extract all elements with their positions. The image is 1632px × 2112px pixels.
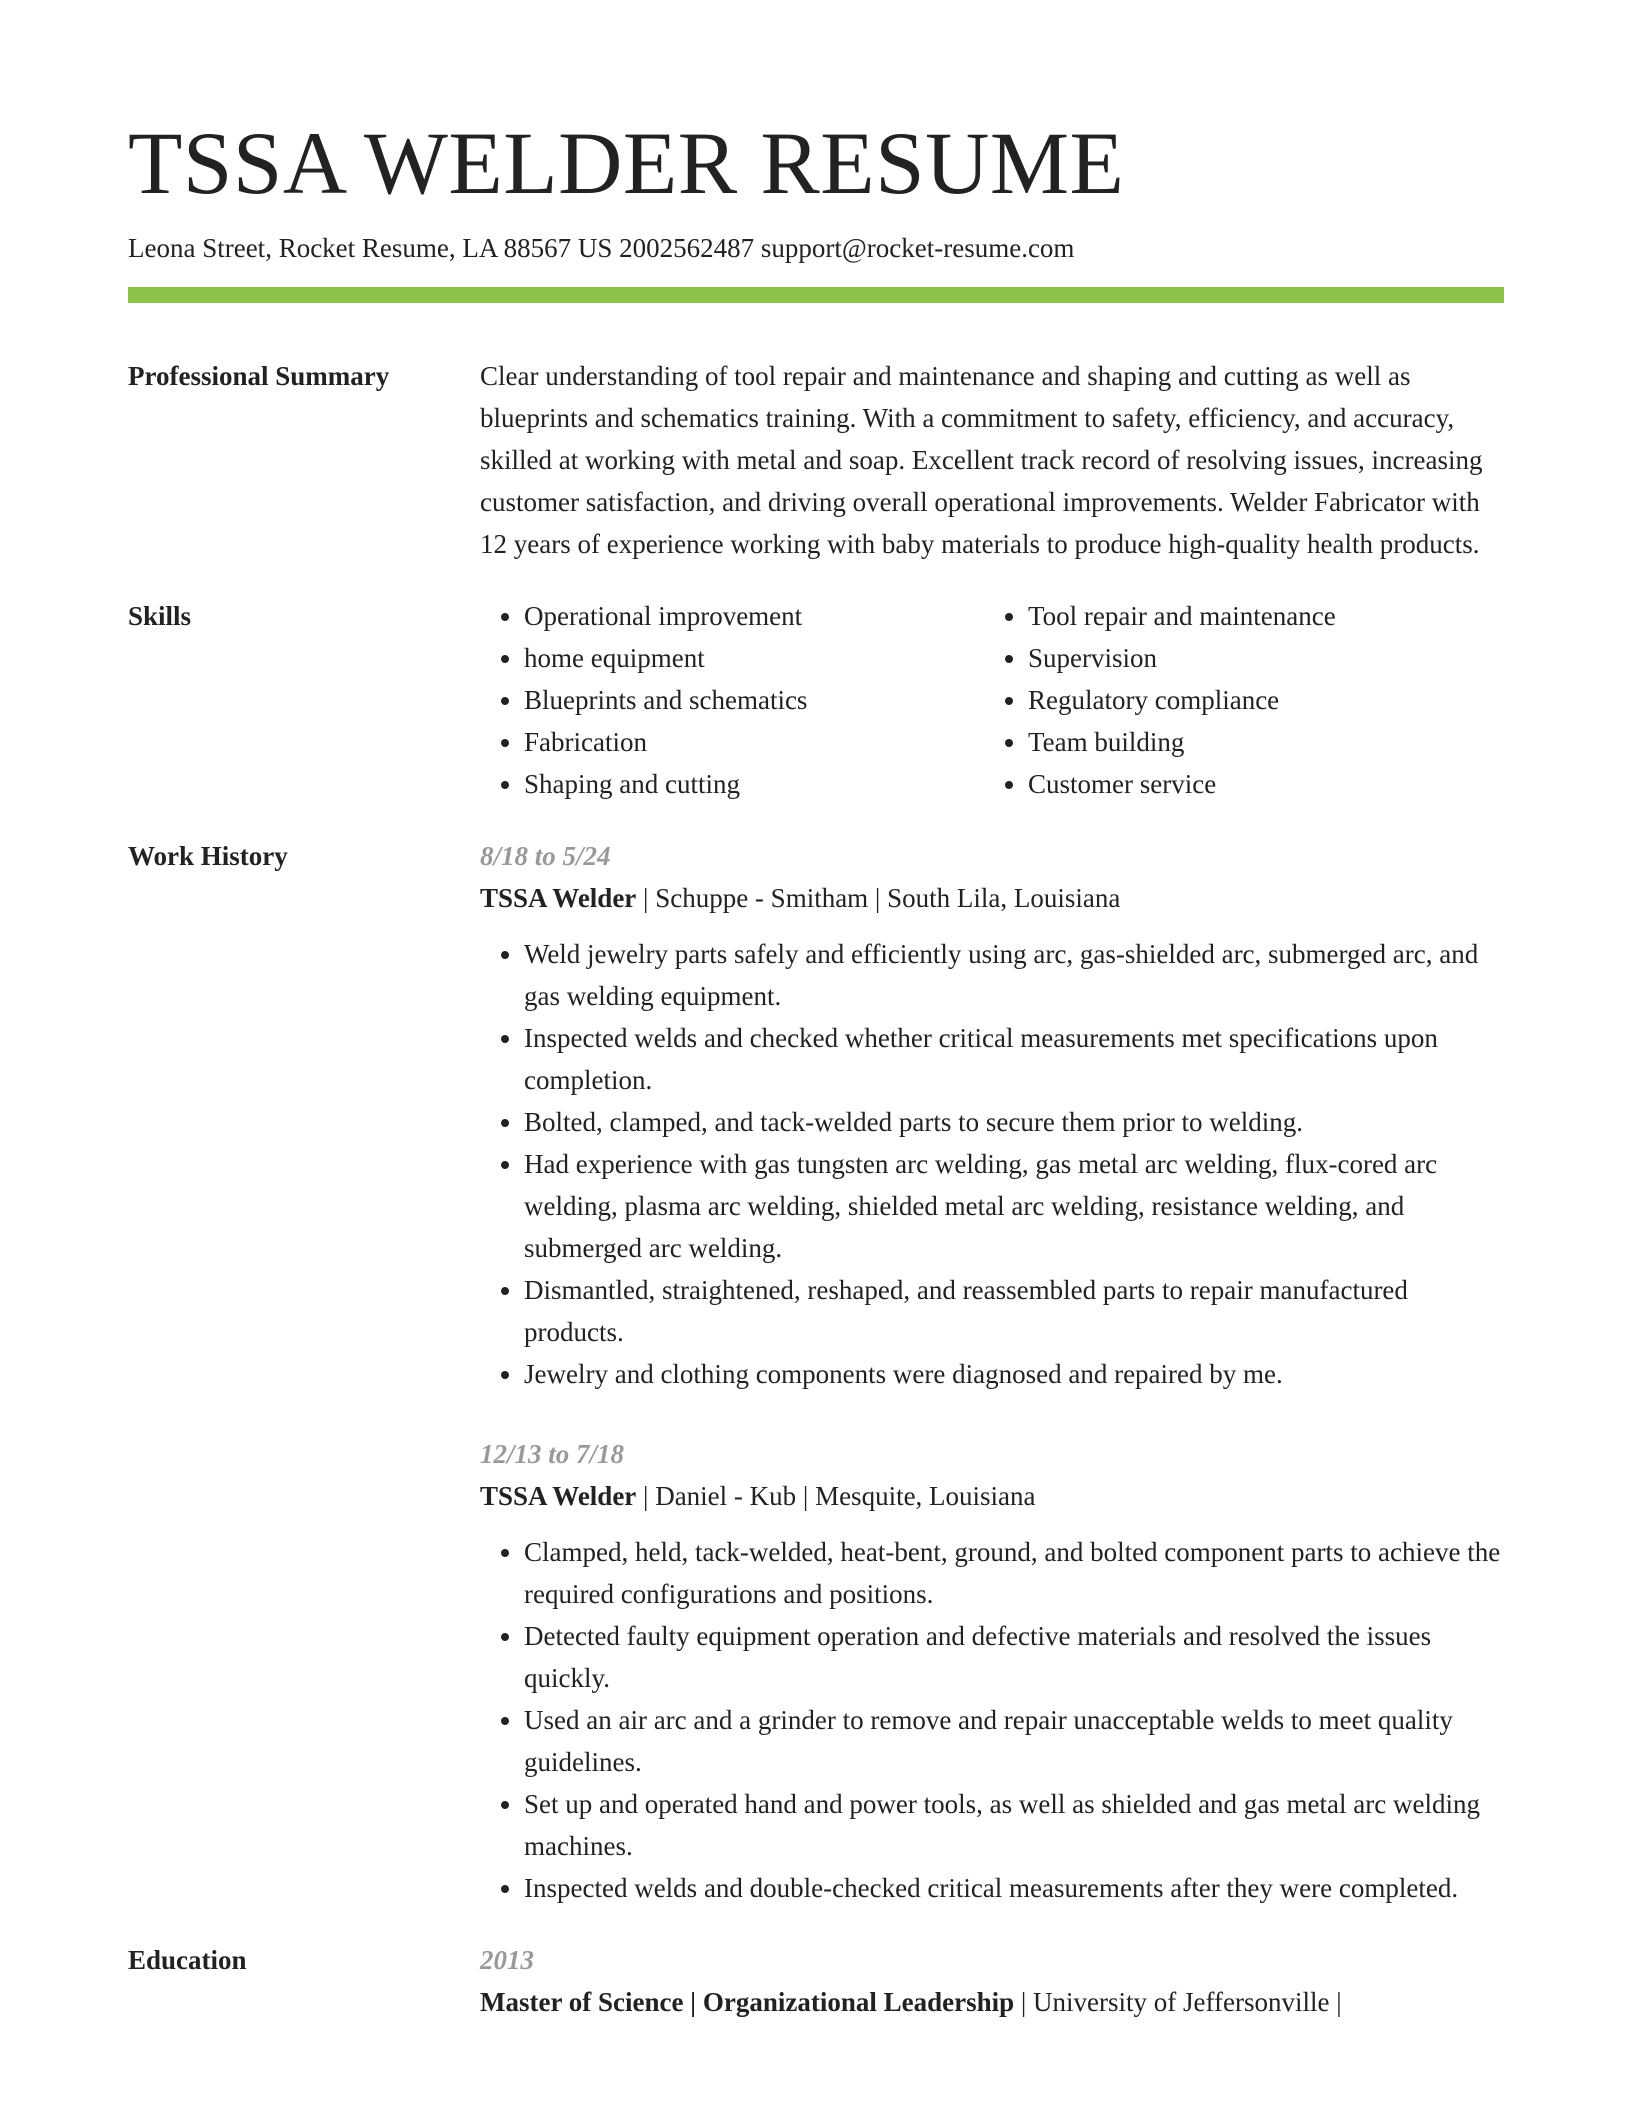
duty-item: • Inspected welds and checked whether critical measurements met specifications upon completion. (524, 1017, 1504, 1101)
school-name: | University of Jeffersonville | (1014, 1987, 1342, 2018)
duty-item: • Bolted, clamped, and tack-welded parts to secure them prior to welding. (524, 1101, 1504, 1143)
job-heading (480, 877, 1504, 919)
skills-column-2 (984, 595, 1488, 805)
duty-item: • Jewelry and clothing components were diagnosed and repaired by me. (524, 1353, 1504, 1395)
skill-item: • Operational improvement (524, 595, 984, 637)
duty-item: • Clamped, held, tack-welded, heat-bent, ground, and bolted component parts to achieve the required configurations and positions. (524, 1531, 1504, 1615)
skill-item: • Supervision (1028, 637, 1488, 679)
skill-item: • home equipment (524, 637, 984, 679)
resume-title: TSSA WELDER RESUME (128, 115, 1125, 213)
skill-item: • Tool repair and maintenance (1028, 595, 1488, 637)
accent-divider (128, 287, 1504, 303)
work-history-label: Work History (128, 841, 288, 872)
job-employer: | Daniel - Kub | Mesquite, Louisiana (636, 1481, 1036, 1512)
duty-item: • Detected faulty equipment operation and defective materials and resolved the issues quickly. (524, 1615, 1504, 1699)
job-dates: 12/13 to 7/18 (480, 1439, 625, 1470)
job-title: TSSA Welder (480, 1481, 637, 1512)
skills-column-1 (480, 595, 984, 805)
summary-label: Professional Summary (128, 361, 390, 392)
skill-item: • Blueprints and schematics (524, 679, 984, 721)
degree-name: Master of Science | Organizational Leadership (480, 1987, 1015, 2018)
education-section (128, 1939, 1504, 2023)
skill-item: • Regulatory compliance (1028, 679, 1488, 721)
job-dates: 8/18 to 5/24 (480, 841, 611, 872)
job-duties (480, 933, 1504, 1395)
skill-item: • Team building (1028, 721, 1488, 763)
skill-item: • Fabrication (524, 721, 984, 763)
job-duties (480, 1531, 1504, 1909)
duty-item: • Dismantled, straightened, reshaped, and reassembled parts to repair manufactured products. (524, 1269, 1504, 1353)
duty-item: • Had experience with gas tungsten arc welding, gas metal arc welding, flux-cored arc welding, plasma arc welding, shielded metal arc welding, resistance welding, and submerged arc welding. (524, 1143, 1504, 1269)
duty-item: • Used an air arc and a grinder to remove and repair unacceptable welds to meet quality guidelines. (524, 1699, 1504, 1783)
duty-item: • Inspected welds and double-checked critical measurements after they were completed. (524, 1867, 1504, 1909)
skills-section (128, 595, 1504, 805)
summary-section (128, 355, 1504, 565)
contact-line: Leona Street, Rocket Resume, LA 88567 US 2002562487 support@rocket-resume.com (128, 233, 1075, 263)
job-heading (480, 1475, 1504, 1517)
skills-label: Skills (128, 601, 192, 632)
education-heading (480, 1981, 1504, 2023)
skill-item: • Shaping and cutting (524, 763, 984, 805)
duty-item: • Weld jewelry parts safely and efficiently using arc, gas-shielded arc, submerged arc, and gas welding equipment. (524, 933, 1504, 1017)
job-entry (480, 1433, 1504, 1909)
education-label: Education (128, 1945, 247, 1976)
work-history-section (128, 835, 1504, 1909)
skill-item: • Customer service (1028, 763, 1488, 805)
duty-item: • Set up and operated hand and power tools, as well as shielded and gas metal arc welding machines. (524, 1783, 1504, 1867)
job-entry (480, 835, 1504, 1395)
education-date: 2013 (480, 1945, 534, 1976)
job-employer: | Schuppe - Smitham | South Lila, Louisiana (636, 883, 1121, 914)
resume-page (128, 115, 1504, 2023)
job-title: TSSA Welder (480, 883, 637, 914)
summary-text: Clear understanding of tool repair and maintenance and shaping and cutting as well as blueprints and schematics training. With a commitment to safety, efficiency, and accuracy, skilled at working with metal and soap. Excellent track record of resolving issues, increasing customer satisfaction, and driving overall operational improvements. Welder Fabricator with 12 years of experience working with baby materials to produce high-quality health products. (480, 361, 1483, 560)
